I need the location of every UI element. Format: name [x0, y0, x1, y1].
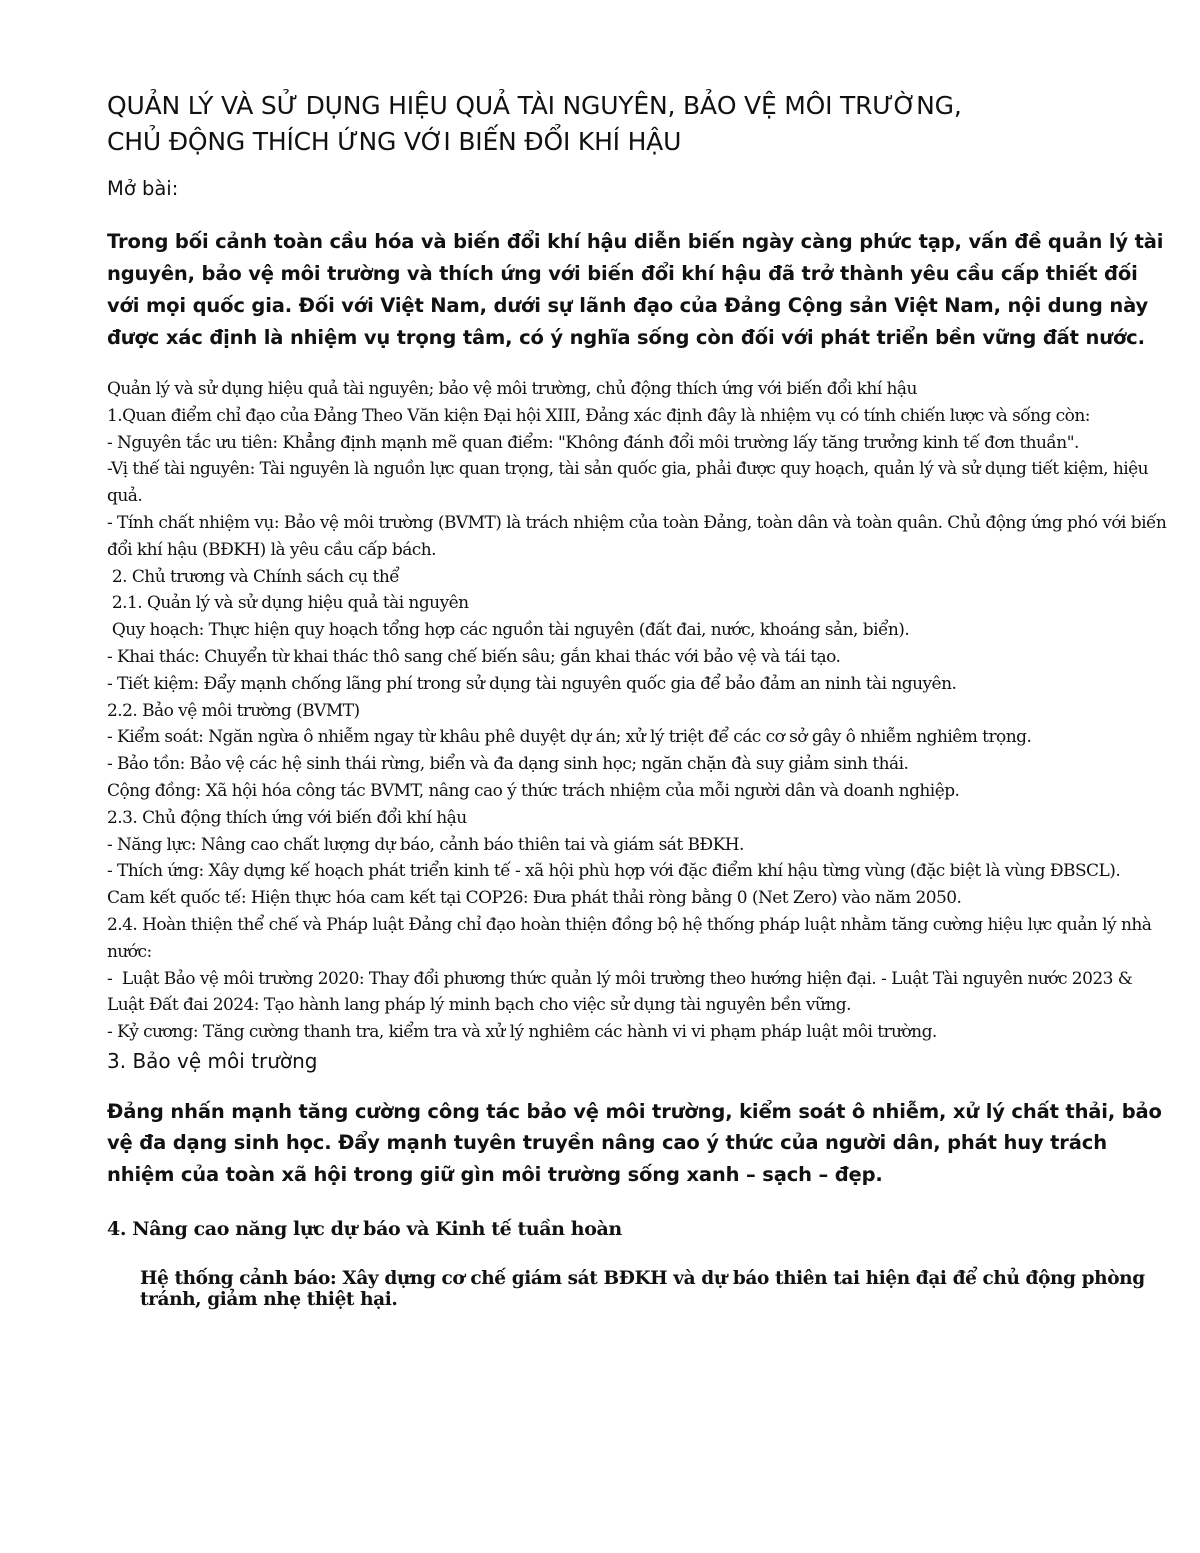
note-line: 2.3. Chủ động thích ứng với biến đổi khí hậu: [107, 807, 467, 828]
title-line-1: QUẢN LÝ VÀ SỬ DỤNG HIỆU QUẢ TÀI NGUYÊN, BẢO VỆ MÔI TRƯỜNG,: [107, 91, 962, 120]
notes-block: [107, 376, 1172, 1046]
intro-paragraph: Trong bối cảnh toàn cầu hóa và biến đổi khí hậu diễn biến ngày càng phức tạp, vấn đề quản lý tài nguyên, bảo vệ môi trường và thích ứng với biến đổi khí hậu đã trở thành yêu cầu cấp thiết đối với mọi quốc gia. Đối với Việt Nam, dưới sự lãnh đạo của Đảng Cộng sản Việt Nam, nội dung này được xác định là nhiệm vụ trọng tâm, có ý nghĩa sống còn đối với phát triển bền vững đất nước.: [107, 230, 1164, 349]
document-page: [107, 88, 1172, 1311]
section-3-paragraph: Đảng nhấn mạnh tăng cường công tác bảo vệ môi trường, kiểm soát ô nhiễm, xử lý chất thải, bảo vệ đa dạng sinh học. Đẩy mạnh tuyên truyền nâng cao ý thức của người dân, phát huy trách nhiệm của toàn xã hội trong giữ gìn môi trường sống xanh – sạch – đẹp.: [107, 1099, 1162, 1186]
note-line: - Kỷ cương: Tăng cường thanh tra, kiểm tra và xử lý nghiêm các hành vi vi phạm pháp luật môi trường.: [107, 1022, 937, 1043]
document-title: [107, 88, 1167, 160]
note-line: 1.Quan điểm chỉ đạo của Đảng Theo Văn kiện Đại hội XIII, Đảng xác định đây là nhiệm vụ có tính chiến lược và sống còn:: [107, 405, 1090, 426]
note-line: - Bảo tồn: Bảo vệ các hệ sinh thái rừng, biển và đa dạng sinh học; ngăn chặn đà suy giảm sinh thái.: [107, 754, 909, 775]
note-line: - Thích ứng: Xây dựng kế hoạch phát triển kinh tế - xã hội phù hợp với đặc điểm khí hậu từng vùng (đặc biệt là vùng ĐBSCL).: [107, 861, 1121, 882]
note-line: - Tiết kiệm: Đẩy mạnh chống lãng phí trong sử dụng tài nguyên quốc gia để bảo đảm an ninh tài nguyên.: [107, 673, 957, 694]
note-line: - Kiểm soát: Ngăn ngừa ô nhiễm ngay từ khâu phê duyệt dự án; xử lý triệt để các cơ sở gây ô nhiễm nghiêm trọng.: [107, 727, 1032, 748]
note-line: -Vị thế tài nguyên: Tài nguyên là nguồn lực quan trọng, tài sản quốc gia, phải được quy hoạch, quản lý và sử dụng tiết kiệm, hiệu quả.: [107, 459, 1153, 507]
note-line: 2.2. Bảo vệ môi trường (BVMT): [107, 700, 360, 721]
title-line-2: CHỦ ĐỘNG THÍCH ỨNG VỚI BIẾN ĐỔI KHÍ HẬU: [107, 127, 682, 156]
section-4-heading: 4. Nâng cao năng lực dự báo và Kinh tế tuần hoàn: [107, 1218, 622, 1241]
note-line: 2. Chủ trương và Chính sách cụ thể: [107, 566, 400, 587]
note-line: - Tính chất nhiệm vụ: Bảo vệ môi trường (BVMT) là trách nhiệm của toàn Đảng, toàn dân và toàn quân. Chủ động ứng phó với biến đổi khí hậu (BĐKH) là yêu cầu cấp bách.: [107, 512, 1172, 560]
note-line: - Luật Bảo vệ môi trường 2020: Thay đổi phương thức quản lý môi trường theo hướng hiện đại. - Luật Tài nguyên nước 2023 & Luật Đất đai 2024: Tạo hành lang pháp lý minh bạch cho việc sử dụng tài nguyên bền vững.: [107, 968, 1138, 1016]
section-4-item-text: Xây dựng cơ chế giám sát BĐKH và dự báo thiên tai hiện đại để chủ động phòng tránh, giảm nhẹ thiệt hại.: [140, 1268, 1145, 1311]
intro-label: Mở bài:: [107, 177, 179, 200]
note-line: Quản lý và sử dụng hiệu quả tài nguyên; bảo vệ môi trường, chủ động thích ứng với biến đổi khí hậu: [107, 379, 917, 399]
section-3-heading: 3. Bảo vệ môi trường: [107, 1048, 318, 1073]
note-line: Cộng đồng: Xã hội hóa công tác BVMT, nâng cao ý thức trách nhiệm của mỗi người dân và doanh nghiệp.: [107, 780, 960, 801]
note-line: 2.1. Quản lý và sử dụng hiệu quả tài nguyên: [107, 593, 469, 614]
note-line: Cam kết quốc tế: Hiện thực hóa cam kết tại COP26: Đưa phát thải ròng bằng 0 (Net Zero) vào năm 2050.: [107, 888, 962, 909]
note-line: Quy hoạch: Thực hiện quy hoạch tổng hợp các nguồn tài nguyên (đất đai, nước, khoáng sản, biển).: [107, 620, 910, 641]
section-4-item: [140, 1268, 1167, 1310]
section-4-item-lead: Hệ thống cảnh báo:: [140, 1268, 337, 1290]
note-line: - Nguyên tắc ưu tiên: Khẳng định mạnh mẽ quan điểm: "Không đánh đổi môi trường lấy tăng trưởng kinh tế đơn thuần".: [107, 432, 1079, 453]
note-line: - Khai thác: Chuyển từ khai thác thô sang chế biến sâu; gắn khai thác với bảo vệ và tái tạo.: [107, 646, 841, 667]
note-line: 2.4. Hoàn thiện thể chế và Pháp luật Đảng chỉ đạo hoàn thiện đồng bộ hệ thống pháp luật nhằm tăng cường hiệu lực quản lý nhà nước:: [107, 914, 1157, 962]
note-line: - Năng lực: Nâng cao chất lượng dự báo, cảnh báo thiên tai và giám sát BĐKH.: [107, 834, 744, 855]
